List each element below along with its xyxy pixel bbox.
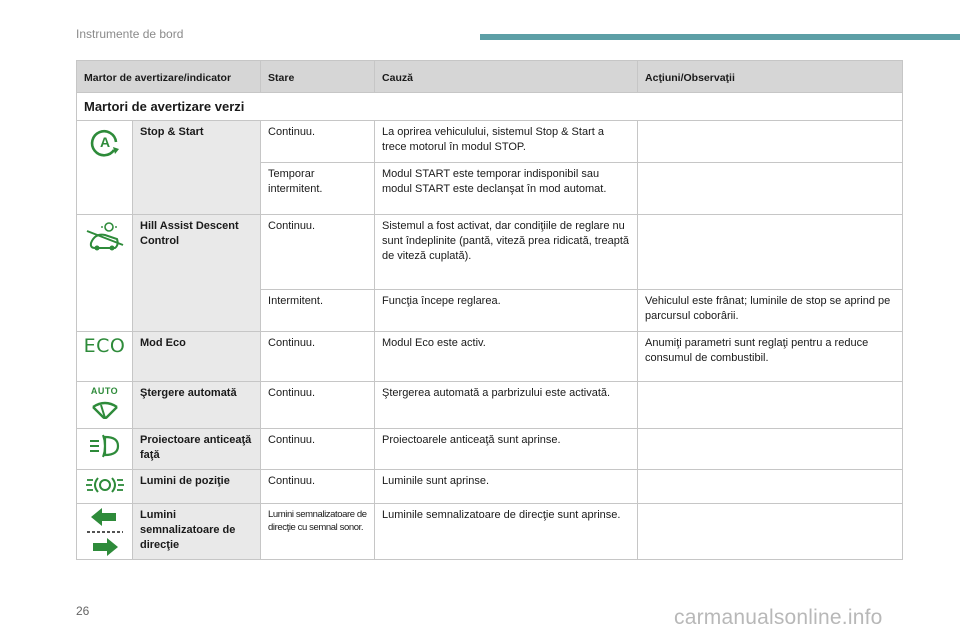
cause-cell: Sistemul a fost activat, dar condiţiile de reglare nu sunt îndeplinite (pantă, viteză prea ridicată, treaptă de viteză cuplată).: [375, 215, 638, 290]
page-header-title: Instrumente de bord: [76, 27, 184, 41]
indicator-name: Hill Assist Descent Control: [133, 215, 261, 332]
action-cell: [638, 429, 903, 470]
action-cell: Anumiţi parametri sunt reglaţi pentru a reduce consumul de combustibil.: [638, 332, 903, 382]
side-lights-icon-cell: [77, 470, 133, 504]
eco-icon: ECO: [83, 335, 126, 357]
action-cell: [638, 470, 903, 504]
section-title: Martori de avertizare verzi: [77, 93, 903, 121]
state-cell: Intermitent.: [261, 290, 375, 332]
cause-cell: Modul START este temporar indisponibil sau modul START este declanşat în mod automat.: [375, 163, 638, 215]
side-lights-icon: [85, 474, 125, 496]
state-cell: Continuu.: [261, 429, 375, 470]
column-header-state: Stare: [261, 61, 375, 93]
column-header-indicator: Martor de avertizare/indicator: [77, 61, 261, 93]
section-row: [77, 93, 903, 121]
state-cell: Continuu.: [261, 470, 375, 504]
cause-cell: Funcţia începe reglarea.: [375, 290, 638, 332]
table-row: [77, 332, 903, 382]
cause-cell: Luminile semnalizatoare de direcţie sunt aprinse.: [375, 504, 638, 560]
hill-descent-icon: [85, 221, 125, 251]
auto-wiper-icon-cell: [77, 382, 133, 429]
svg-text:A: A: [99, 134, 110, 150]
action-cell: [638, 163, 903, 215]
page-number: 26: [76, 604, 90, 618]
cause-cell: La oprirea vehiculului, sistemul Stop & Start a trece motorul în modul STOP.: [375, 121, 638, 163]
indicator-name: Lumini semnalizatoare de direcţie: [133, 504, 261, 560]
cause-cell: Luminile sunt aprinse.: [375, 470, 638, 504]
table-row: [77, 429, 903, 470]
watermark: carmanualsonline.info: [674, 606, 883, 629]
eco-icon-cell: [77, 332, 133, 382]
action-cell: [638, 382, 903, 429]
table-row: [77, 504, 903, 560]
state-cell: Continuu.: [261, 382, 375, 429]
state-cell: Lumini semnalizatoare de direcţie cu semnal sonor.: [261, 504, 375, 560]
cause-cell: Proiectoarele anticeaţă sunt aprinse.: [375, 429, 638, 470]
hill-descent-icon-cell: [77, 215, 133, 332]
stop-start-icon: [88, 127, 122, 157]
table-row: [77, 215, 903, 290]
warning-lamps-table: [76, 60, 903, 560]
auto-wiper-label: AUTO: [90, 386, 119, 396]
action-cell: [638, 215, 903, 290]
cause-cell: Ştergerea automată a parbrizului este activată.: [375, 382, 638, 429]
stop-start-icon-cell: [77, 121, 133, 215]
table-row: [77, 382, 903, 429]
column-header-cause: Cauză: [375, 61, 638, 93]
column-header-actions: Acţiuni/Observaţii: [638, 61, 903, 93]
indicator-name: Lumini de poziţie: [133, 470, 261, 504]
indicator-name: Stop & Start: [133, 121, 261, 215]
state-cell: Continuu.: [261, 215, 375, 290]
indicator-name: Proiectoare anticeaţă faţă: [133, 429, 261, 470]
table-header-row: [77, 61, 903, 93]
state-cell: Continuu.: [261, 332, 375, 382]
table-row: [77, 470, 903, 504]
indicator-name: Ştergere automată: [133, 382, 261, 429]
cause-cell: Modul Eco este activ.: [375, 332, 638, 382]
front-fog-icon-cell: [77, 429, 133, 470]
turn-signal-icon: [87, 507, 123, 557]
state-cell: Temporar intermitent.: [261, 163, 375, 215]
action-cell: Vehiculul este frânat; luminile de stop se aprind pe parcursul coborârii.: [638, 290, 903, 332]
action-cell: [638, 504, 903, 560]
indicator-name: Mod Eco: [133, 332, 261, 382]
header-accent-bar: [480, 34, 960, 40]
front-fog-icon: [88, 433, 122, 459]
turn-signal-icon-cell: [77, 504, 133, 560]
auto-wiper-icon: [90, 399, 120, 419]
action-cell: [638, 121, 903, 163]
state-cell: Continuu.: [261, 121, 375, 163]
table-row: [77, 121, 903, 163]
